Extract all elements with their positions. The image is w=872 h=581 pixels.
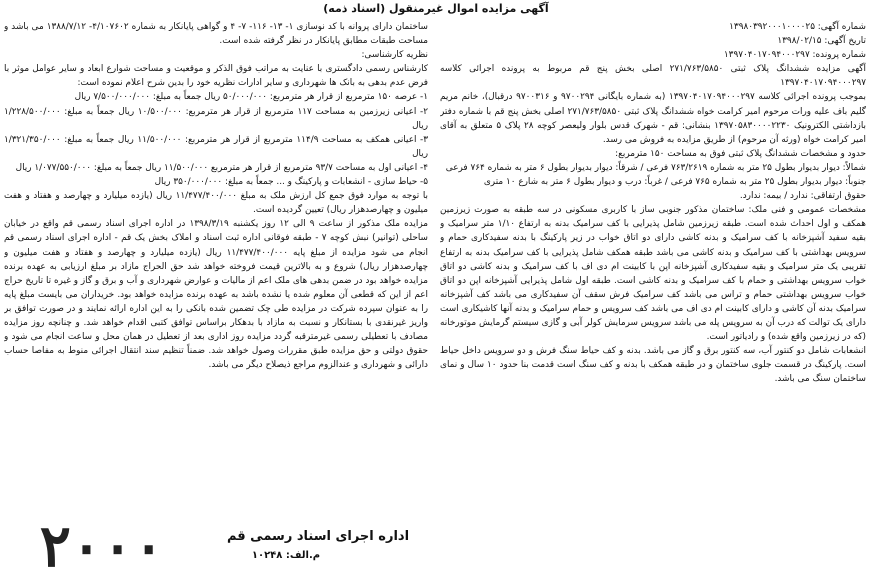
case-number-line: شماره پرونده: ۱۳۹۷۰۴۰۱۷۰۹۴۰۰۰۲۹۷ xyxy=(723,50,866,61)
expert-intro-paragraph: کارشناس رسمی دادگستری با عنایت به مراتب فوق الذکر و موقعیت و مساحت شوارع ابعاد و سایر عوامل موثر با فرض عدم بدهی به بانک ها شهرداری و سایر ادارات نظریه خود را بدین شرح اعلام نموده است: xyxy=(4,64,428,89)
valuation-item-3: ۳- اعیانی همکف به مساحت ۱۱۴/۹ مترمربع از قرار هر مترمربع: ۱۱/۵۰۰/۰۰۰ ریال جمعاً به مبلغ: ۱/۳۲۱/۳۵۰/۰۰۰ ریال xyxy=(4,134,428,159)
total-value-paragraph: با توجه به موارد فوق جمع کل ارزش ملک به مبلغ ۱۱/۴۷۷/۴۰۰/۰۰۰ ریال (یازده میلیارد و چهارصد و هفتاد و هفت میلیون و چهارصدهزار ریال) تعیین گردیده است. xyxy=(4,191,428,216)
notice-date-line: تاریخ آگهی: ۱۳۹۸/۰۲/۱۵ xyxy=(777,36,866,47)
boundaries-north-east: شمالاً: دیوار بدیوار بطول ۲۵ متر به شماره ۷۶۳/۲۶۱۹ فرعی / شرقاً: دیوار بدیوار بطول ۶ متر به شماره ۷۶۴ فرعی xyxy=(445,162,866,173)
auction-heading-line: آگهی مزایده ششدانگ پلاک ثبتی ۲۷۱/۷۶۳/۵۸۵۰ اصلی بخش پنج قم مربوط به پرونده اجرائی کلاسه ۱۳۹۷۰۴۰۱۷۰۹۴۰۰۰۲۹۷ xyxy=(440,64,866,89)
right-column xyxy=(440,20,866,579)
issuing-office: اداره اجرای اسناد رسمی قم xyxy=(226,529,410,544)
left-column xyxy=(4,20,428,525)
utilities-paragraph: انشعابات شامل دو کنتور آب، سه کنتور برق و گاز می باشد. بدنه و کف حیاط سنگ فرش و دو سرویس داخل حیاط است. پارکینگ در قسمت جلوی ساختمان و در طبقه همکف با بدنه و کف سنگ است قدمت بنا حدود ۱۰ سال و نمای ساختمان سنگ می باشد. xyxy=(440,346,866,385)
stamp-text: ۲۰۰۰ xyxy=(39,512,165,578)
valuation-item-1: ۱- عرصه ۱۵۰ مترمربع از قرار هر مترمربع: ۵۰/۰۰۰/۰۰۰ ریال جمعاً به مبلغ: ۷/۵۰۰/۰۰۰/۰۰۰ ریال xyxy=(74,92,428,103)
expert-opinion-heading: نظریه کارشناسی: xyxy=(361,50,428,61)
case-body-paragraph: بموجب پرونده اجرائی کلاسه ۱۳۹۷۰۴۰۱۷۰۹۴۰۰۰۲۹۷ (به شماره بایگانی ۹۷۰۰۲۹۴ و ۹۷۰۰۳۱۶ درقبال)، خانم مریم گلیم باف علیه ورات مرحوم امیر کرامت خواه ششدانگ پلاک ثبتی ۲۷۱/۷۶۳/۵۸۵۰ اصلی بخش پنج قم با شماره دفتر بازداشتی الکترونیک ۱۳۹۷۰۵۸۳۰۰۰۰۲۲۳۰ بنشانی: قم - شهرک قدس بلوار ولیعصر کوچه ۲۸ پلاک ۵ متعلق به آقای امیر کرامت خواه (ورثه آن مرحوم) از طریق مزایده به فروش می رسد. xyxy=(440,92,866,145)
technical-specs-paragraph: مشخصات عمومی و فنی ملک: ساختمان مذکور جنوبی ساز با کاربری مسکونی در سه طبقه به صورت زیرزمین همکف و اول احداث شده است. طبقه زیرزمین شامل پذیرایی با کف سرامیک بدنه به ارتفاع ۱/۱۰ متر سرامیک و بقیه سفید آشپزخانه با کف سرامیک و بدنه کاشی دارای دو اتاق خواب در زیر پارکینگ با بدنه سفیدکاری حمام و سرویس بهداشتی با کف سرامیک و بدنه کاشی می باشد طبقه همکف شامل پذیرایی با کف سرامیک بدنه به ارتفاع تقریبی یک متر سرامیک و بقیه سفیدکاری آشپزخانه اپن با کابینت ام دی اف با کف سرامیک و بدنه کاشی دو اتاق خواب سرویس بهداشتی و حمام با کف سرامیک و بدنه کاشی است. طبقه اول شامل پذیرایی آشپزخانه اپن دو اتاق خواب سرویس بهداشتی حمام و تراس می باشد کف سرامیک فرش سقف آن سفیدکاری می باشد کف آشپزخانه سرامیک بدنه آن کاشی و دارای کابینت ام دی اف می باشد کف سرویس و حمام سرامیک و بدنه آنها کاشیکاری است دارای یک توالت که درب آن به سرویس پله می باشد سرویس سرمایش کولر آبی و گازی سیستم گرمایش موتورخانه (که در زیرزمین واقع شده) و رادیاتور است. xyxy=(440,205,866,343)
notice-number-line: شماره آگهی: ۱۳۹۸۰۳۹۲۰۰۰۱۰۰۰۰۲۵ xyxy=(729,22,866,32)
boundaries-heading: حدود و مشخصات ششدانگ پلاک ثبتی فوق به مساحت ۱۵۰ مترمربع: xyxy=(615,148,866,159)
auction-terms-paragraph: مزایده ملک مذکور از ساعت ۹ الی ۱۲ روز یکشنبه ۱۳۹۸/۳/۱۹ در اداره اجرای اسناد رسمی قم واقع در خیابان ساحلی (توانیر) نبش کوچه ۷ - طبقه فوقانی اداره ثبت اسناد و املاک بخش یک قم - اداره اجرای اسناد رسمی قم انجام می شود مزایده از مبلغ پایه ۱۱/۴۷۷/۴۰۰/۰۰۰ ریال (یازده میلیارد و چهارصد و هفتاد و هفت میلیون و چهارصدهزار ریال) شروع و به بالاترین قیمت فروخته خواهد شد حق الحراج مازاد بر مبلغ ارزیابی به عهده برنده مزایده خواهد بود در ضمن بدهی های ملک اعم از مالیات و عوارض شهرداری و آب و برق و گاز و غیره تا تاریخ حراج اعم از این که قطعی آن معلوم شده یا نشده باشد به عهده برنده مزایده خواهد بود. خریداران می بایست مبلغ پایه را به عنوان سپرده شرکت در مزایده طی چک تضمین شده بانکی را به این اداره ارائه نمایند و در صورت توافق بر واریز غیرنقدی با بستانکار و نسبت به مازاد با بدهکار براساس توافق کتبی اقدام خواهد شد. و چنانچه روز مزایده مصادف با تعطیلی رسمی غیرمترقبه گردد مزایده روز اداری بعد از تعطیل در همان محل و ساعت انجام می شود و حقوق دولتی و حق مزایده طبق مقررات وصول خواهد شد. ضمناً تنظیم سند انتقال اجرائی منوط به مفاصا حساب دارائی و شهرداری و عندالزوم مراجع ذیصلاح دیگر می باشد. xyxy=(4,219,428,371)
boundaries-south-west: جنوباً: دیوار بدیوار بطول ۲۵ متر به شماره ۷۶۵ فرعی / غرباً: درب و دیوار بطول ۶ متر به شارع ۱۰ متری xyxy=(483,177,866,188)
valuation-item-2: ۲- اعیانی زیرزمین به مساحت ۱۱۷ مترمربع از قرار هر مترمربع: ۱۰/۵۰۰/۰۰۰ ریال جمعاً به مبلغ: ۱/۲۲۸/۵۰۰/۰۰۰ ریال xyxy=(4,106,428,131)
valuation-item-5: ۵- حیاط سازی - انشعابات و پارکینگ و ... جمعاً به مبلغ: ۳۵۰/۰۰۰/۰۰۰ ریال xyxy=(154,177,428,188)
easement-line: حقوق ارتفاقی: ندارد / بیمه: ندارد. xyxy=(739,191,866,202)
valuation-item-4: ۴- اعیانی اول به مساحت ۹۳/۷ مترمربع از قرار هر مترمربع ۱۱/۵۰۰/۰۰۰ ریال جمعاً به مبلغ: ۱/۰۷۷/۵۵۰/۰۰۰ ریال xyxy=(15,162,428,173)
notice-title: آگهی مزایده اموال غیرمنقول (اسناد ذمه) xyxy=(323,2,549,15)
stamp-mark xyxy=(2,512,202,578)
permit-paragraph: ساختمان دارای پروانه با کد نوسازی ۱- ۱۳- ۱۱۶- ۷- ۴ و گواهی پایانکار به شماره ۴/۱۰۷۶۰۲- ۱۳۸۸/۷/۱۲ می باشد و مساحت طبقات مطابق پایانکار در نظر گرفته شده است. xyxy=(4,22,428,47)
reference-code: م.الف: ۱۰۲۴۸ xyxy=(251,550,321,561)
